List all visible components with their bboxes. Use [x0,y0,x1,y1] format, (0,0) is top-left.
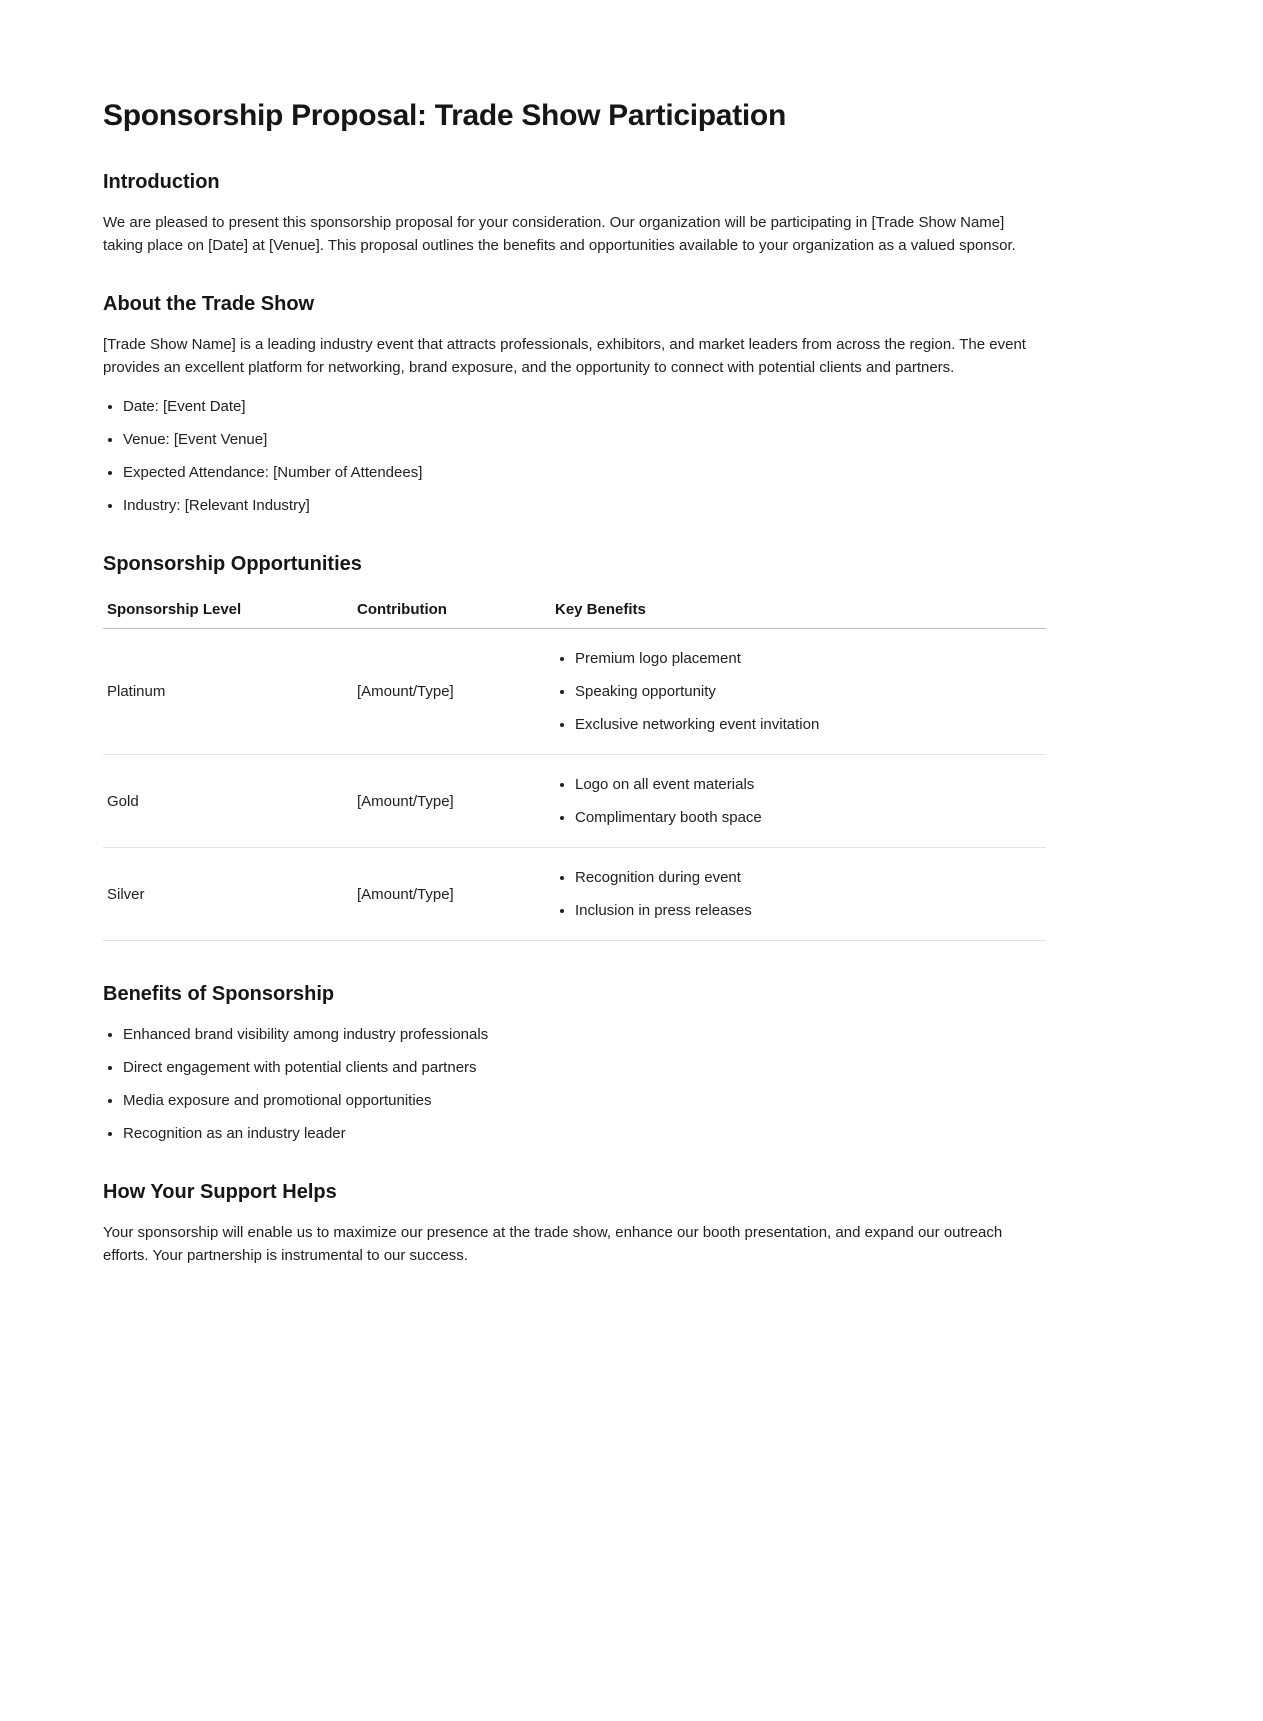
table-row-platinum [103,629,1046,755]
benefit-item: • Recognition during event [575,866,1034,889]
benefit-item: • Exclusive networking event invitation [575,713,1034,736]
table-header-row [103,593,1046,629]
benefit-item: • Complimentary booth space [575,806,1034,829]
heading-sponsorship-opportunities: Sponsorship Opportunities [103,553,362,575]
page-title: Sponsorship Proposal: Trade Show Participation [103,99,786,132]
about-paragraph: [Trade Show Name] is a leading industry event that attracts professionals, exhibitors, and market leaders from across the region. The event provides an excellent platform for networking, brand exposure, and the opportunity to connect with potential clients and partners. [103,336,1026,376]
heading-benefits-of-sponsorship: Benefits of Sponsorship [103,983,335,1005]
cell-level-silver: Silver [103,848,353,941]
cell-benefits-gold [551,755,1046,848]
benefits-list-platinum [555,647,1034,736]
cell-level-gold: Gold [103,755,353,848]
bullet-item-industry-leader: • Recognition as an industry leader [123,1122,1046,1145]
table-row-silver [103,848,1046,941]
bullet-item-media-exposure: • Media exposure and promotional opportunities [123,1089,1046,1112]
bullet-item-industry: • Industry: [Relevant Industry] [123,494,1046,517]
heading-introduction: Introduction [103,171,220,193]
benefits-bullet-list [103,1023,1046,1145]
bullet-item-direct-engagement: • Direct engagement with potential clients and partners [123,1056,1046,1079]
cell-benefits-silver [551,848,1046,941]
benefit-item: • Logo on all event materials [575,773,1034,796]
heading-how-your-support-helps: How Your Support Helps [103,1181,337,1203]
table-row-gold [103,755,1046,848]
document-page [103,0,1046,1267]
benefits-list-gold [555,773,1034,829]
cell-contribution-platinum: [Amount/Type] [353,629,551,755]
support-paragraph: Your sponsorship will enable us to maximize our presence at the trade show, enhance our booth presentation, and expand our outreach efforts. Your partnership is instrumental to our success. [103,1224,1003,1264]
bullet-item-attendance: • Expected Attendance: [Number of Attendees] [123,461,1046,484]
benefit-item: • Premium logo placement [575,647,1034,670]
benefit-item: • Inclusion in press releases [575,899,1034,922]
sponsorship-table [103,593,1046,941]
column-header-contribution: Contribution [353,593,551,629]
bullet-item-venue: • Venue: [Event Venue] [123,428,1046,451]
heading-about-trade-show: About the Trade Show [103,293,315,315]
column-header-key-benefits: Key Benefits [551,593,1046,629]
column-header-sponsorship-level: Sponsorship Level [103,593,353,629]
introduction-paragraph: We are pleased to present this sponsorship proposal for your consideration. Our organization will be participating in [Trade Show Name] taking place on [Date] at [Venue]. This proposal outlines the benefits and opportunities available to your organization as a valued sponsor. [103,214,1016,254]
cell-level-platinum: Platinum [103,629,353,755]
bullet-item-brand-visibility: • Enhanced brand visibility among industry professionals [123,1023,1046,1046]
cell-contribution-gold: [Amount/Type] [353,755,551,848]
bullet-item-date: • Date: [Event Date] [123,395,1046,418]
about-bullet-list [103,395,1046,517]
benefits-list-silver [555,866,1034,922]
benefit-item: • Speaking opportunity [575,680,1034,703]
cell-contribution-silver: [Amount/Type] [353,848,551,941]
cell-benefits-platinum [551,629,1046,755]
